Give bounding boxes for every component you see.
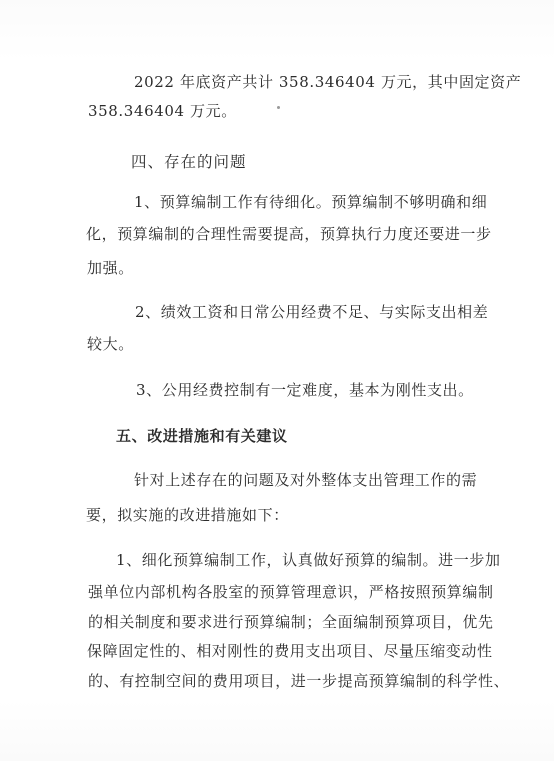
scan-speck xyxy=(277,106,280,109)
text-line: 较大。 xyxy=(87,335,134,353)
text-line: 2、绩效工资和日常公用经费不足、与实际支出相差 xyxy=(135,303,489,321)
section-heading-suggestions: 五、改进措施和有关建议 xyxy=(116,427,288,445)
text-line: 1、预算编制工作有待细化。预算编制不够明确和细 xyxy=(134,193,488,211)
section-heading-problems: 四、存在的问题 xyxy=(131,153,247,171)
text-line: 358.346404 万元。 xyxy=(88,102,237,120)
text-line: 加强。 xyxy=(87,259,134,277)
text-line: 2022 年底资产共计 358.346404 万元，其中固定资产 xyxy=(134,73,522,91)
text-line: 化，预算编制的合理性需要提高，预算执行力度还要进一步 xyxy=(86,225,492,243)
text-line: 要，拟实施的改进措施如下： xyxy=(86,506,289,524)
text-line: 的相关制度和要求进行预算编制；全面编制预算项目，优先 xyxy=(88,613,494,631)
text-line: 强单位内部机构各股室的预算管理意识，严格按照预算编制 xyxy=(88,583,494,601)
text-line: 3、公用经费控制有一定难度，基本为刚性支出。 xyxy=(136,381,474,399)
text-line: 针对上述存在的问题及对外整体支出管理工作的需 xyxy=(134,471,478,489)
text-line: 1、细化预算编制工作，认真做好预算的编制。进一步加 xyxy=(116,551,501,569)
text-line: 保障固定性的、相对刚性的费用支出项目、尽量压缩变动性 xyxy=(87,642,493,660)
text-line: 的、有控制空间的费用项目，进一步提高预算编制的科学性、 xyxy=(88,672,510,690)
